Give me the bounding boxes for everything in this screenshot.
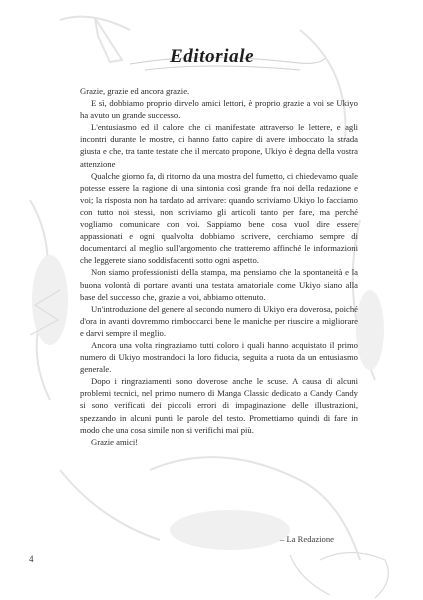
paragraph: L'entusiasmo ed il calore che ci manifestate attraverso le lettere, e agli incontri durante le mostre, ci hanno fatto capire di avere imboccato la strada giusta e che, tra tante testate che il mercato propone, Ukiyo è degna della vostra attenzione bbox=[80, 122, 358, 169]
editorial-body bbox=[80, 85, 358, 448]
paragraph: Non siamo professionisti della stampa, ma pensiamo che la spontaneità e la buona volontà di portare avanti una testata amatoriale come Ukiyo siano alla base del successo che, grazie a voi, abbiamo ottenuto. bbox=[80, 267, 358, 302]
editorial-title: Editoriale bbox=[170, 46, 255, 67]
paragraph: Ancora una volta ringraziamo tutti coloro i quali hanno acquistato il primo numero di Ukiyo mostrandoci la loro fiducia, seguita a ruota da un entusiasmo generale. bbox=[80, 339, 358, 375]
paragraph: Dopo i ringraziamenti sono doverose anche le scuse. A causa di alcuni problemi tecnici, nel primo numero di Manga Classic dedicato a Candy Candy si sono verificati dei piccoli errori di impaginazione delle illustrazioni, spezzando in alcuni punti le parole del testo. Promettiamo quindi di fare in modo che una cosa simile non si verifichi mai più. bbox=[80, 376, 358, 435]
paragraph: Qualche giorno fa, di ritorno da una mostra del fumetto, ci chiedevamo quale potesse essere la ragione di una sintonia così grande fra noi della redazione e voi; la risposta non ha tardato ad arrivare: quando scriviamo Ukiyo lo facciamo con tutto noi stessi, non scriviamo gli articoli tanto per fare, ma perché vogliamo comunicare con voi. Sappiamo bene cosa vuol dire essere appassionati e ogni qualvolta dobbiamo scrivere, cerchiamo sempre di documentarci al meglio sull'argomento che tratteremo affinché le informazioni che leggerete siano soddisfacenti sotto ogni aspetto. bbox=[80, 170, 358, 266]
paragraph: E sì, dobbiamo proprio dirvelo amici lettori, è proprio grazie a voi se Ukiyo ha avuto un grande successo. bbox=[80, 98, 358, 121]
paragraph: Grazie, grazie ed ancora grazie. bbox=[80, 86, 190, 96]
paragraph: Un'introduzione del genere al secondo numero di Ukiyo era doverosa, poiché d'ora in avanti dovremmo rimboccarci bene le maniche per riuscire a migliorare e darvi sempre il meglio. bbox=[80, 303, 358, 338]
page-number: 4 bbox=[29, 554, 34, 564]
paragraph: Grazie amici! bbox=[91, 436, 139, 447]
signature: – La Redazione bbox=[280, 534, 334, 544]
